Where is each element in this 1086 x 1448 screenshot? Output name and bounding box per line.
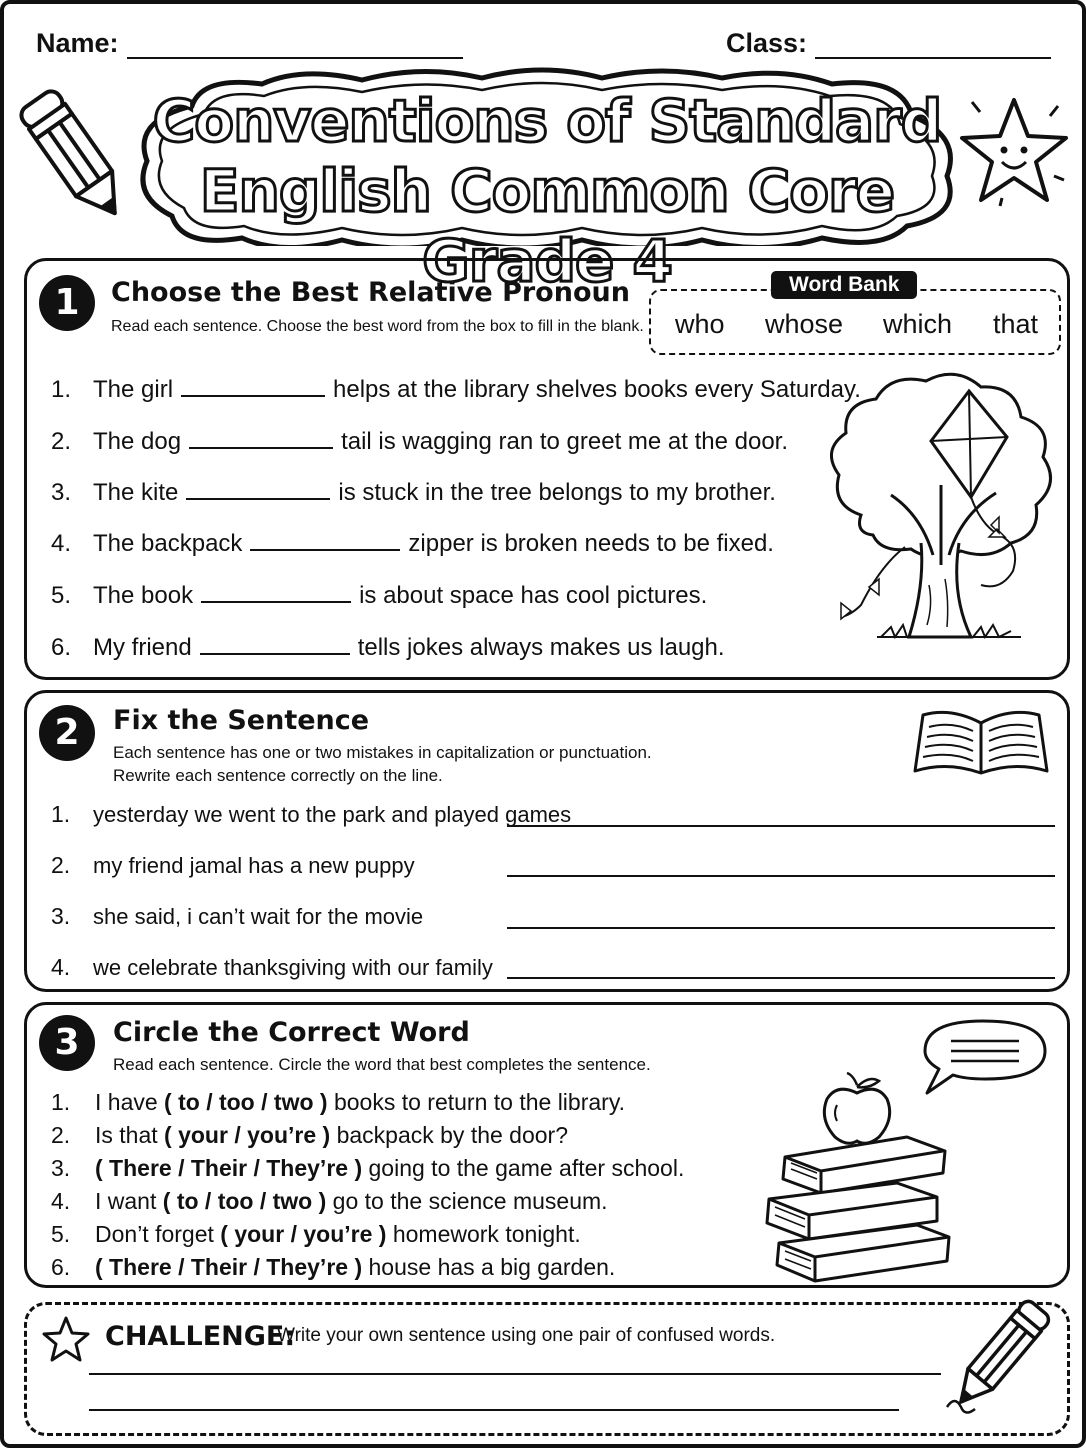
books-apple-icon [757,1075,957,1285]
sentence-text: yesterday we went to the park and played games [93,802,572,827]
item-before: I want [95,1188,157,1214]
question-row [51,427,788,456]
question-number: 4. [51,530,72,557]
circle-item-row [51,1254,615,1281]
word-options[interactable]: ( There / Their / They’re ) [95,1254,363,1280]
question-number: 6. [51,634,72,661]
question-after: is about space has cool pictures. [359,582,708,609]
question-row [51,478,776,507]
question-before: The dog [93,428,182,455]
section-title: Fix the Sentence [113,705,370,736]
question-after: helps at the library shelves books every Saturday. [333,376,861,403]
tree-kite-icon [821,365,1061,655]
question-row [51,529,774,558]
item-before: Is that [95,1122,158,1148]
question-row [51,375,861,404]
circle-item-row [51,1089,625,1116]
sentence-text: she said, i can’t wait for the movie [93,904,424,929]
section-number-badge: 3 [39,1015,95,1071]
item-before: I have [95,1089,158,1115]
word-options[interactable]: ( your / you’re ) [164,1122,331,1148]
item-before: Don’t forget [95,1221,214,1247]
question-number: 2. [51,428,72,455]
sentence-text: my friend jamal has a new puppy [93,853,415,878]
section-number-badge: 2 [39,705,95,761]
question-row [51,581,707,610]
question-before: The girl [93,376,174,403]
question-before: The backpack [93,530,243,557]
answer-blank[interactable] [250,529,400,551]
answer-blank[interactable] [200,633,350,655]
circle-item-row [51,1155,684,1182]
answer-blank[interactable] [186,478,330,500]
item-number: 3. [51,1155,71,1181]
item-number: 2. [51,1122,71,1148]
item-number: 1. [51,1089,71,1115]
challenge-label: CHALLENGE: [105,1321,296,1352]
question-after: tells jokes always makes us laugh. [357,634,725,661]
class-field[interactable] [726,28,1051,59]
section-instructions-line-2: Rewrite each sentence correctly on the line. [113,766,443,785]
word-bank-word: who [675,309,725,339]
sentence-number: 1. [51,801,71,827]
question-after: is stuck in the tree belongs to my brother. [338,479,776,506]
section-instructions: Read each sentence. Choose the best word from the box to fill in the blank. [111,318,644,335]
item-number: 5. [51,1221,71,1247]
challenge-write-line[interactable] [89,1373,941,1375]
sentence-number: 4. [51,954,71,980]
item-after: house has a big garden. [368,1254,616,1280]
section-title: Choose the Best Relative Pronoun [111,277,630,308]
pencil-writing-icon [927,1299,1067,1425]
section-instructions: Read each sentence. Circle the word that best completes the sentence. [113,1055,651,1074]
question-before: The kite [93,479,179,506]
section-circle-word [24,1002,1070,1288]
item-after: backpack by the door? [336,1122,569,1148]
section-relative-pronoun [24,258,1070,680]
star-outline-icon [41,1315,91,1365]
sentence-row [51,852,415,879]
word-bank-word: whose [765,309,844,339]
item-after: go to the science museum. [332,1188,608,1214]
open-book-icon [911,701,1051,781]
question-after: tail is wagging ran to greet me at the door. [341,428,789,455]
answer-blank[interactable] [181,375,325,397]
pencil-icon [22,80,126,230]
word-options[interactable]: ( to / too / two ) [162,1188,327,1214]
word-bank-word: which [883,309,953,339]
item-number: 4. [51,1188,71,1214]
name-field[interactable] [36,28,463,59]
item-after: homework tonight. [392,1221,581,1247]
rewrite-line[interactable] [507,875,1055,877]
answer-blank[interactable] [189,427,333,449]
class-label: Class: [726,28,808,58]
section-instructions-line-1: Each sentence has one or two mistakes in capitalization or punctuation. [113,743,652,762]
item-after: going to the game after school. [368,1155,685,1181]
challenge-box [24,1302,1070,1436]
question-number: 5. [51,582,72,609]
title-line-1: Conventions of Standard [152,87,942,155]
rewrite-line[interactable] [507,977,1055,979]
question-number: 1. [51,376,72,403]
title-line-2: English Common Core Grade 4 [199,157,895,295]
circle-item-row [51,1221,581,1248]
sentence-text: we celebrate thanksgiving with our family [93,955,493,980]
star-icon [954,94,1074,214]
sentence-number: 2. [51,852,71,878]
word-bank-label: Word Bank [771,271,917,299]
word-bank-word: that [993,309,1039,339]
section-number-badge: 1 [39,275,95,331]
word-bank [649,273,1061,355]
item-number: 6. [51,1254,71,1280]
rewrite-line[interactable] [507,825,1055,827]
word-options[interactable]: ( There / Their / They’re ) [95,1155,363,1181]
circle-item-row [51,1188,608,1215]
name-line[interactable] [127,33,463,59]
circle-item-row [51,1122,568,1149]
sentence-number: 3. [51,903,71,929]
question-before: My friend [93,634,192,661]
challenge-instructions: Write your own sentence using one pair of confused words. [277,1325,776,1346]
question-after: zipper is broken needs to be fixed. [408,530,774,557]
question-before: The book [93,582,194,609]
item-after: books to return to the library. [333,1089,626,1115]
sentence-row [51,954,493,981]
class-line[interactable] [815,33,1051,59]
word-options[interactable]: ( to / too / two ) [164,1089,328,1115]
word-options[interactable]: ( your / you’re ) [220,1221,387,1247]
section-fix-sentence [24,690,1070,992]
question-number: 3. [51,479,72,506]
answer-blank[interactable] [201,581,351,603]
section-title: Circle the Correct Word [113,1017,470,1048]
challenge-write-line[interactable] [89,1409,899,1411]
sentence-row [51,801,571,828]
question-row [51,633,725,662]
sentence-row [51,903,423,930]
rewrite-line[interactable] [507,927,1055,929]
name-label: Name: [36,28,119,58]
